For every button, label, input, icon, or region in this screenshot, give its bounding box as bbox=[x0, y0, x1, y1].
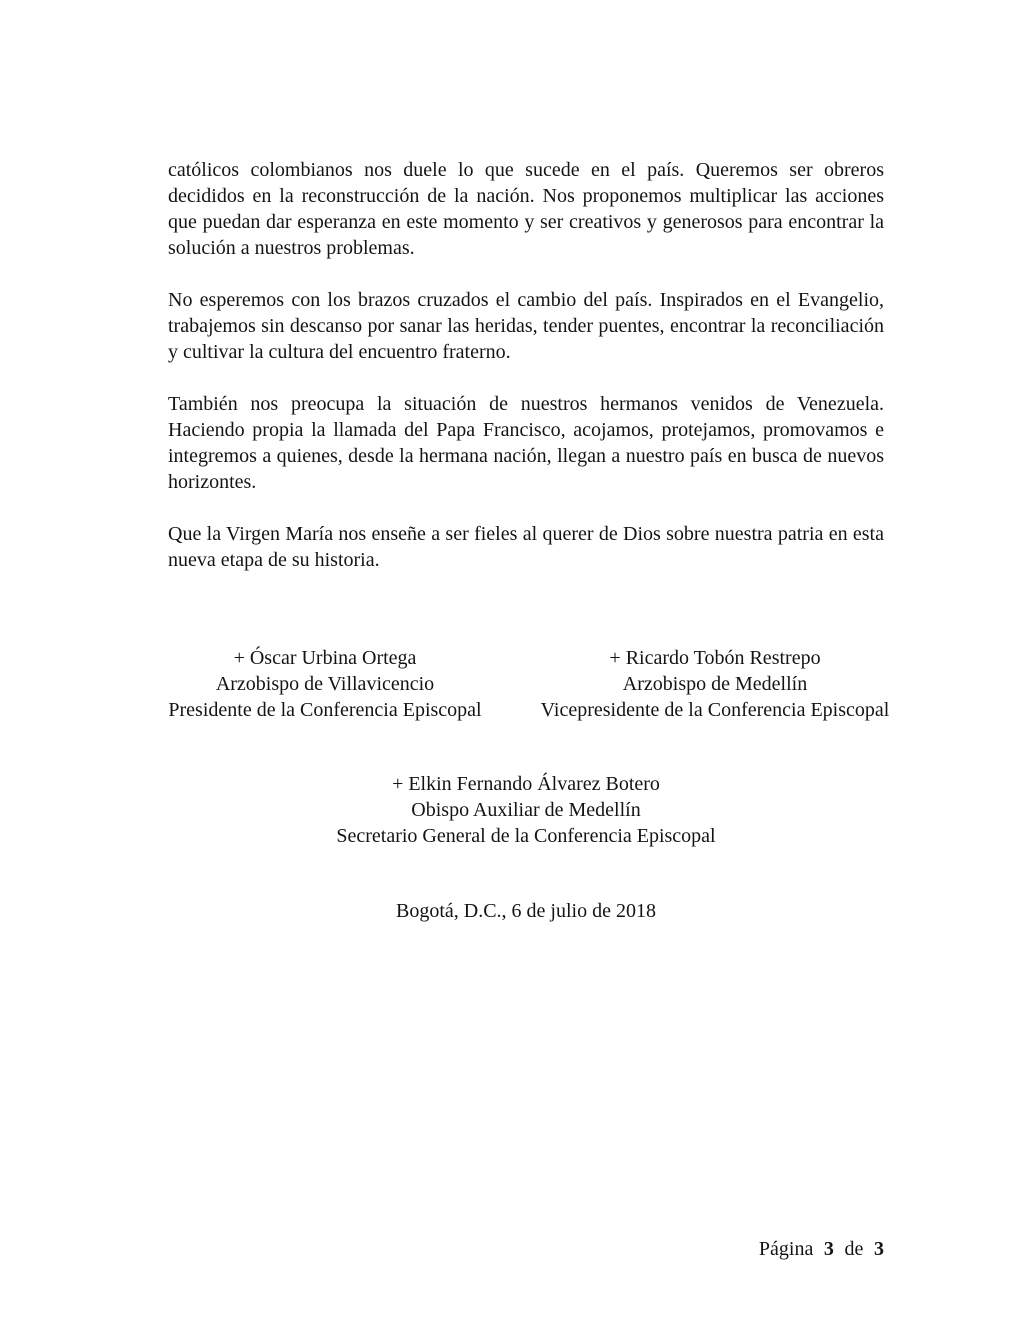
body-paragraph: No esperemos con los brazos cruzados el cambio del país. Inspirados en el Evangelio, trabajemos sin descanso por sanar las heridas, tender puentes, encontrar la reconciliación y cultivar la cultura del encuentro fraterno. bbox=[168, 289, 884, 363]
body-text bbox=[168, 157, 884, 599]
signer-name: + Elkin Fernando Álvarez Botero bbox=[392, 773, 660, 795]
signer-name: + Ricardo Tobón Restrepo bbox=[609, 647, 821, 669]
signer-title: Secretario General de la Conferencia Episcopal bbox=[336, 825, 716, 847]
body-paragraph: Que la Virgen María nos enseñe a ser fieles al querer de Dios sobre nuestra patria en esta nueva etapa de su historia. bbox=[168, 523, 884, 571]
signer-name: + Óscar Urbina Ortega bbox=[233, 647, 417, 669]
signer-title: Arzobispo de Villavicencio bbox=[215, 673, 435, 695]
signature-block-vicepresident bbox=[520, 645, 910, 723]
signature-block-president bbox=[130, 645, 520, 723]
page-footer-separator: de bbox=[844, 1238, 864, 1260]
total-pages: 3 bbox=[874, 1238, 884, 1260]
signer-title: Obispo Auxiliar de Medellín bbox=[411, 799, 641, 821]
page-footer-label: Página bbox=[758, 1238, 814, 1260]
signature-row bbox=[130, 645, 910, 723]
signer-title: Arzobispo de Medellín bbox=[622, 673, 808, 695]
page-footer bbox=[168, 1236, 884, 1262]
body-paragraph: católicos colombianos nos duele lo que sucede en el país. Queremos ser obreros decididos en la reconstrucción de la nación. Nos proponemos multiplicar las acciones que puedan dar esperanza en este momento y ser creativos y generosos para encontrar la solución a nuestros problemas. bbox=[168, 159, 884, 259]
page-number: 3 bbox=[823, 1238, 834, 1260]
signer-title: Presidente de la Conferencia Episcopal bbox=[168, 699, 482, 721]
signer-title: Vicepresidente de la Conferencia Episcopal bbox=[540, 699, 890, 721]
signature-block-secretary bbox=[168, 771, 884, 849]
dateline: Bogotá, D.C., 6 de julio de 2018 bbox=[396, 900, 656, 922]
body-paragraph: También nos preocupa la situación de nuestros hermanos venidos de Venezuela. Haciendo propia la llamada del Papa Francisco, acojamos, protejamos, promovamos e integremos a quienes, desde la hermana nación, llegan a nuestro país en busca de nuevos horizontes. bbox=[168, 393, 884, 493]
